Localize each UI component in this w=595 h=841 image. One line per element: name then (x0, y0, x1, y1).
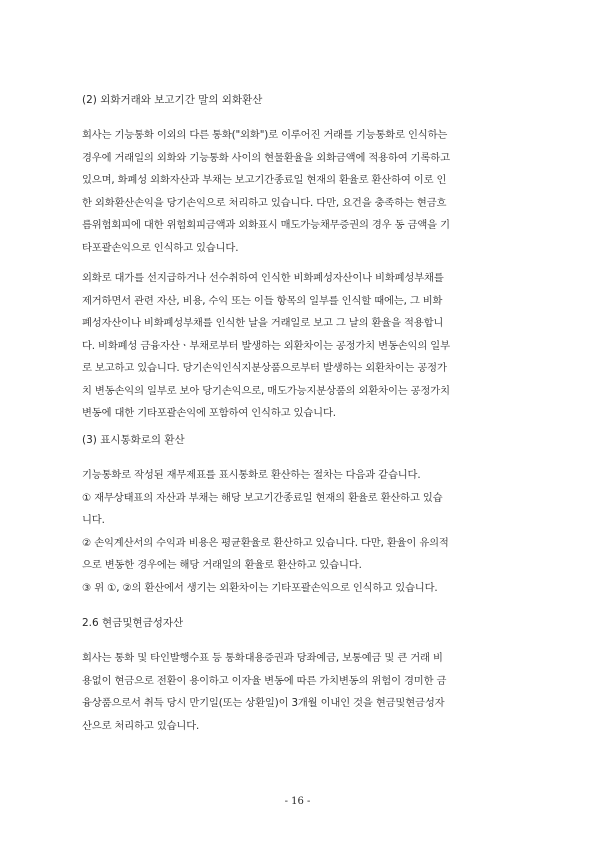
page-number: - 16 - (284, 796, 311, 807)
paragraph-line: 용없이 현금으로 전환이 용이하고 이자율 변동에 따른 가치변동의 위험이 경미한 금 (82, 674, 447, 687)
paragraph-line: 다. 비화폐성 금융자산ㆍ부채로부터 발생하는 외환차이는 공정가치 변동손익의 일부 (82, 339, 450, 352)
paragraph-line: 기능통화로 작성된 재무제표를 표시통화로 환산하는 절차는 다음과 같습니다. (82, 469, 421, 481)
paragraph-presentation-translation (82, 464, 514, 599)
paragraph-line: 한 외화환산손익을 당기손익으로 처리하고 있습니다. 다만, 요건을 충족하는 현금흐 (82, 196, 447, 209)
paragraph-line: 타포괄손익으로 인식하고 있습니다. (82, 241, 239, 254)
paragraph-line: 로 보고하고 있습니다. 당기손익인식지분상품으로부터 발생하는 외환차이는 공정가 (82, 362, 447, 374)
paragraph-line: 으로 변동한 경우에는 해당 거래일의 환율로 환산하고 있습니다. (82, 559, 362, 571)
paragraph-line: ③ 위 ①, ②의 환산에서 생기는 외환차이는 기타포괄손익으로 인식하고 있습니다. (82, 581, 438, 594)
paragraph-line: ② 손익계산서의 수익과 비용은 평균환율로 환산하고 있습니다. 다만, 환율이 유의적 (82, 536, 449, 549)
paragraph-line: 있으며, 화폐성 외화자산과 부채는 보고기간종료일 현재의 환율로 환산하여 이로 인 (82, 174, 447, 186)
paragraph-line: 외화로 대가를 선지급하거나 선수취하여 인식한 비화폐성자산이나 비화폐성부채를 (82, 272, 444, 284)
paragraph-cash-equivalents (82, 647, 514, 737)
section-heading-fx-translation: (2) 외화거래와 보고기간 말의 외화환산 (82, 94, 263, 106)
paragraph-line: 회사는 기능통화 이외의 다른 통화("외화")로 이루어진 거래를 기능통화로 인식하는 (82, 129, 448, 141)
paragraph-line: 니다. (82, 514, 105, 526)
paragraph-line: 름위험회피에 대한 위험회피금액과 외화표시 매도가능채무증권의 경우 동 금액을 기 (82, 219, 450, 231)
paragraph-line: 치 변동손익의 일부로 보아 당기손익으로, 매도가능지분상품의 외환차이는 공정가치 (82, 384, 450, 397)
paragraph-line: 회사는 통화 및 타인발행수표 등 통화대용증권과 당좌예금, 보통예금 및 큰 거래 비 (82, 652, 443, 664)
paragraph-line: 변동에 대한 기타포괄손익에 포함하여 인식하고 있습니다. (82, 407, 336, 419)
paragraph-line: 융상품으로서 취득 당시 만기일(또는 상환일)이 3개월 이내인 것을 현금및현금성자 (82, 697, 445, 709)
paragraph-line: 경우에 거래일의 외화와 기능통화 사이의 현물환율을 외화금액에 적용하여 기록하고 (82, 151, 450, 164)
paragraph-fx-recognition (82, 124, 514, 259)
section-heading-cash-equivalents: 2.6 현금및현금성자산 (82, 617, 184, 629)
paragraph-line: 산으로 처리하고 있습니다. (82, 719, 200, 732)
paragraph-line: 폐성자산이나 비화폐성부채를 인식한 날을 거래일로 보고 그 날의 환율을 적용합니 (82, 317, 444, 329)
paragraph-line: ① 재무상태표의 자산과 부채는 해당 보고기간종료일 현재의 환율로 환산하고 있습 (82, 491, 443, 504)
paragraph-fx-advance-consideration (82, 267, 514, 425)
section-heading-presentation-currency: (3) 표시통화로의 환산 (82, 434, 185, 446)
paragraph-line: 제거하면서 관련 자산, 비용, 수익 또는 이들 항목의 일부를 인식할 때에는, 그 비화 (82, 294, 443, 307)
